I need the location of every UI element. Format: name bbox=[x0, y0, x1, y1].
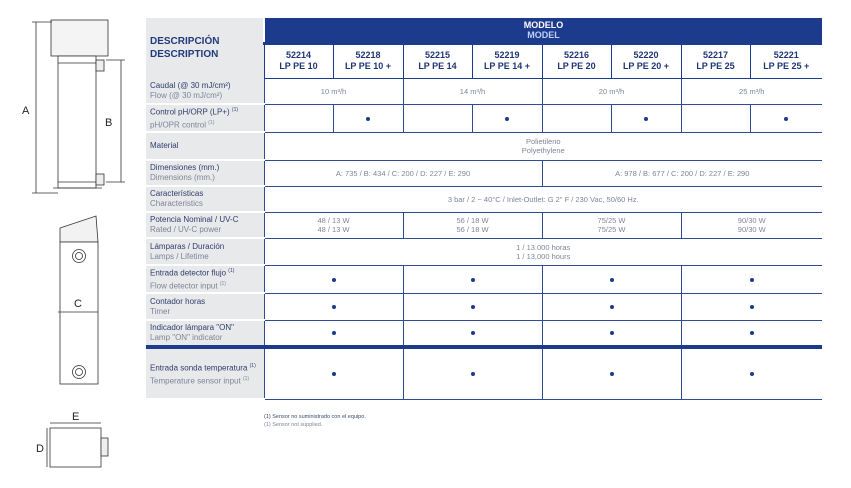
footnote-ref: (1) bbox=[249, 362, 256, 369]
model-name: LP PE 14 bbox=[418, 61, 457, 71]
feature-dot bbox=[471, 278, 475, 282]
model-header-en: MODEL bbox=[527, 29, 560, 40]
dimensions-value: A: 735 / B: 434 / C: 200 / D: 227 / E: 290 bbox=[264, 160, 542, 186]
feature-cell bbox=[681, 320, 822, 347]
feature-cell bbox=[542, 265, 681, 293]
lamps-es: 1 / 13.000 horas bbox=[516, 242, 571, 252]
row-label bbox=[146, 132, 264, 160]
feature-cell bbox=[611, 104, 681, 132]
model-name: LP PE 10 bbox=[279, 61, 318, 71]
model-name: LP PE 20 bbox=[557, 61, 596, 71]
dimension-diagram bbox=[0, 0, 140, 488]
footnotes bbox=[264, 413, 366, 429]
inlet-port bbox=[96, 60, 104, 71]
label-es: Características bbox=[150, 189, 204, 198]
row-flow bbox=[146, 78, 822, 104]
feature-cell bbox=[681, 293, 822, 320]
feature-cell bbox=[403, 320, 542, 347]
feature-cell bbox=[403, 347, 542, 399]
bottom-port bbox=[101, 438, 108, 456]
feature-dot bbox=[610, 331, 614, 335]
label-en bbox=[150, 118, 264, 131]
row-timer bbox=[146, 293, 822, 320]
outlet-port bbox=[96, 174, 104, 185]
dimensions-value: A: 978 / B: 677 / C: 200 / D: 227 / E: 290 bbox=[542, 160, 822, 186]
footnote-ref: (1) bbox=[228, 268, 235, 275]
model-code-cell bbox=[333, 43, 403, 78]
row-lamps bbox=[146, 238, 822, 265]
label-en-text: pH/OPR control bbox=[150, 120, 207, 130]
label-en: Lamp "ON" indicator bbox=[150, 333, 223, 342]
power-es: 75/25 W bbox=[597, 216, 626, 225]
label-es: Dimensiones (mm.) bbox=[150, 163, 220, 172]
row-label bbox=[146, 160, 264, 186]
flow-value: 20 m³/h bbox=[542, 78, 681, 104]
label-en-text: Flow detector input bbox=[150, 281, 218, 291]
model-code: 52215 bbox=[424, 50, 451, 60]
label-b: B bbox=[105, 117, 113, 129]
power-en: 90/30 W bbox=[737, 225, 766, 234]
label-en bbox=[150, 279, 264, 292]
label-es-text: Control pH/ORP (LP+) bbox=[150, 108, 230, 117]
feature-dot bbox=[332, 278, 336, 282]
model-code-cell bbox=[472, 43, 542, 78]
model-header bbox=[264, 18, 822, 43]
model-code-cell bbox=[403, 43, 472, 78]
description-header bbox=[146, 18, 264, 78]
feature-dot bbox=[471, 372, 475, 376]
row-label bbox=[146, 293, 264, 320]
feature-dot bbox=[332, 372, 336, 376]
feature-cell bbox=[264, 320, 403, 347]
model-name: LP PE 10 + bbox=[344, 61, 392, 71]
row-label bbox=[146, 104, 264, 132]
model-code-cell bbox=[264, 43, 333, 78]
flow-value: 25 m³/h bbox=[681, 78, 822, 104]
unit-body bbox=[58, 56, 96, 188]
label-es-text: Entrada detector flujo bbox=[150, 269, 227, 278]
label-en: Characteristics bbox=[150, 199, 203, 208]
power-value bbox=[264, 212, 403, 238]
material-value bbox=[264, 132, 822, 160]
power-value bbox=[542, 212, 681, 238]
feature-cell bbox=[333, 104, 403, 132]
model-code: 52214 bbox=[285, 50, 312, 60]
row-lamp-indicator bbox=[146, 320, 822, 347]
model-code-cell bbox=[681, 43, 750, 78]
feature-cell bbox=[542, 320, 681, 347]
model-code: 52221 bbox=[773, 50, 799, 60]
spec-table bbox=[146, 18, 822, 400]
feature-dot bbox=[644, 117, 648, 121]
feature-dot bbox=[750, 305, 754, 309]
feature-cell bbox=[264, 265, 403, 293]
flow-value: 10 m³/h bbox=[264, 78, 403, 104]
label-a: A bbox=[22, 105, 30, 117]
feature-dot bbox=[471, 305, 475, 309]
feature-cell bbox=[472, 104, 542, 132]
power-es: 90/30 W bbox=[737, 216, 766, 225]
power-en: 75/25 W bbox=[597, 225, 626, 234]
row-label bbox=[146, 212, 264, 238]
row-label bbox=[146, 265, 264, 293]
model-name: LP PE 14 + bbox=[483, 61, 531, 71]
label-es: Indicador lámpara "ON" bbox=[150, 323, 234, 332]
feature-dot bbox=[332, 331, 336, 335]
feature-cell bbox=[542, 293, 681, 320]
power-en: 56 / 18 W bbox=[456, 225, 489, 234]
unit-head bbox=[51, 20, 108, 56]
feature-cell bbox=[403, 265, 542, 293]
model-code-cell bbox=[611, 43, 681, 78]
feature-cell bbox=[681, 265, 822, 293]
side-body bbox=[60, 242, 98, 384]
empty-cell bbox=[403, 104, 472, 132]
power-es: 56 / 18 W bbox=[456, 216, 489, 225]
feature-cell bbox=[264, 293, 403, 320]
row-label bbox=[146, 78, 264, 104]
feature-cell bbox=[542, 347, 681, 399]
feature-cell bbox=[264, 347, 403, 399]
label-es bbox=[150, 105, 264, 118]
model-name: LP PE 25 bbox=[696, 61, 735, 71]
model-name: LP PE 25 + bbox=[763, 61, 810, 71]
feature-dot bbox=[610, 305, 614, 309]
row-dimensions bbox=[146, 160, 822, 186]
label-d: D bbox=[36, 443, 44, 455]
model-code: 52219 bbox=[494, 50, 520, 60]
label-es: Material bbox=[150, 141, 179, 150]
row-material bbox=[146, 132, 822, 160]
material-es: Polietileno bbox=[525, 137, 561, 146]
feature-cell bbox=[750, 104, 822, 132]
label-es: Potencia Nominal / UV-C bbox=[150, 215, 239, 224]
label-en-text: Temperature sensor input bbox=[150, 376, 241, 386]
label-e: E bbox=[72, 411, 80, 423]
label-en: Timer bbox=[150, 306, 171, 316]
feature-cell bbox=[681, 347, 822, 399]
footnote-ref: (1) bbox=[242, 375, 250, 382]
row-flow-detector bbox=[146, 265, 822, 293]
row-label bbox=[146, 186, 264, 212]
power-value bbox=[681, 212, 822, 238]
row-temperature-sensor bbox=[146, 347, 822, 399]
model-code-cell bbox=[542, 43, 611, 78]
label-en: Rated / UV-C power bbox=[150, 225, 222, 234]
feature-cell bbox=[403, 293, 542, 320]
row-label bbox=[146, 320, 264, 347]
desc-header-en: DESCRIPTION bbox=[150, 49, 219, 60]
label-es bbox=[150, 266, 264, 279]
footnote-ref: (1) bbox=[208, 120, 215, 126]
row-label bbox=[146, 347, 264, 399]
model-name: LP PE 20 + bbox=[622, 61, 670, 71]
model-header-es: MODELO bbox=[523, 19, 564, 30]
feature-dot bbox=[366, 117, 370, 121]
bottom-body bbox=[50, 428, 101, 467]
characteristics-value: 3 bar / 2 ~ 40°C / Inlet-Outlet: G 2" F / 230 Vac, 50/60 Hz. bbox=[264, 186, 822, 212]
model-code: 52217 bbox=[702, 50, 729, 60]
label-es bbox=[150, 361, 264, 374]
lamps-en: 1 / 13,000 hours bbox=[516, 251, 571, 261]
footnote-en: (1) Sensor not supplied. bbox=[264, 422, 323, 428]
label-es: Caudal (@ 30 mJ/cm²) bbox=[150, 80, 231, 90]
model-code: 52216 bbox=[563, 50, 590, 60]
empty-cell bbox=[681, 104, 750, 132]
flow-value: 14 m³/h bbox=[403, 78, 542, 104]
model-code: 52218 bbox=[355, 50, 381, 60]
row-ph-control bbox=[146, 104, 822, 132]
row-power bbox=[146, 212, 822, 238]
empty-cell bbox=[264, 104, 333, 132]
feature-dot bbox=[750, 372, 754, 376]
empty-cell bbox=[542, 104, 611, 132]
footnote-ref: (1) bbox=[231, 107, 239, 114]
lamps-value bbox=[264, 238, 822, 265]
label-en bbox=[150, 374, 264, 387]
label-es-text: Entrada sonda temperatura bbox=[150, 363, 248, 373]
footnote-es: (1) Sensor no suministrado con el equipo. bbox=[264, 414, 366, 420]
desc-header-es: DESCRIPCIÓN bbox=[150, 36, 220, 47]
label-en: Flow (@ 30 mJ/cm²) bbox=[150, 90, 223, 100]
model-code: 52220 bbox=[633, 50, 659, 60]
model-code-cell bbox=[750, 43, 822, 78]
side-head bbox=[60, 216, 98, 242]
feature-dot bbox=[610, 372, 614, 376]
power-value bbox=[403, 212, 542, 238]
feature-dot bbox=[471, 331, 475, 335]
feature-dot bbox=[784, 117, 788, 121]
feature-dot bbox=[505, 117, 509, 121]
power-en: 48 / 13 W bbox=[317, 225, 350, 234]
feature-dot bbox=[610, 278, 614, 282]
power-es: 48 / 13 W bbox=[317, 216, 350, 225]
material-en: Polyethylene bbox=[521, 146, 565, 155]
feature-dot bbox=[332, 305, 336, 309]
row-characteristics bbox=[146, 186, 822, 212]
footnote-ref: (1) bbox=[219, 281, 226, 287]
row-label bbox=[146, 238, 264, 265]
label-es: Lámparas / Duración bbox=[150, 241, 225, 251]
label-es: Contador horas bbox=[150, 296, 206, 306]
label-en: Dimensions (mm.) bbox=[150, 173, 215, 182]
label-c: C bbox=[74, 298, 82, 310]
label-en: Lamps / Lifetime bbox=[150, 251, 209, 261]
feature-dot bbox=[750, 278, 754, 282]
feature-dot bbox=[750, 331, 754, 335]
